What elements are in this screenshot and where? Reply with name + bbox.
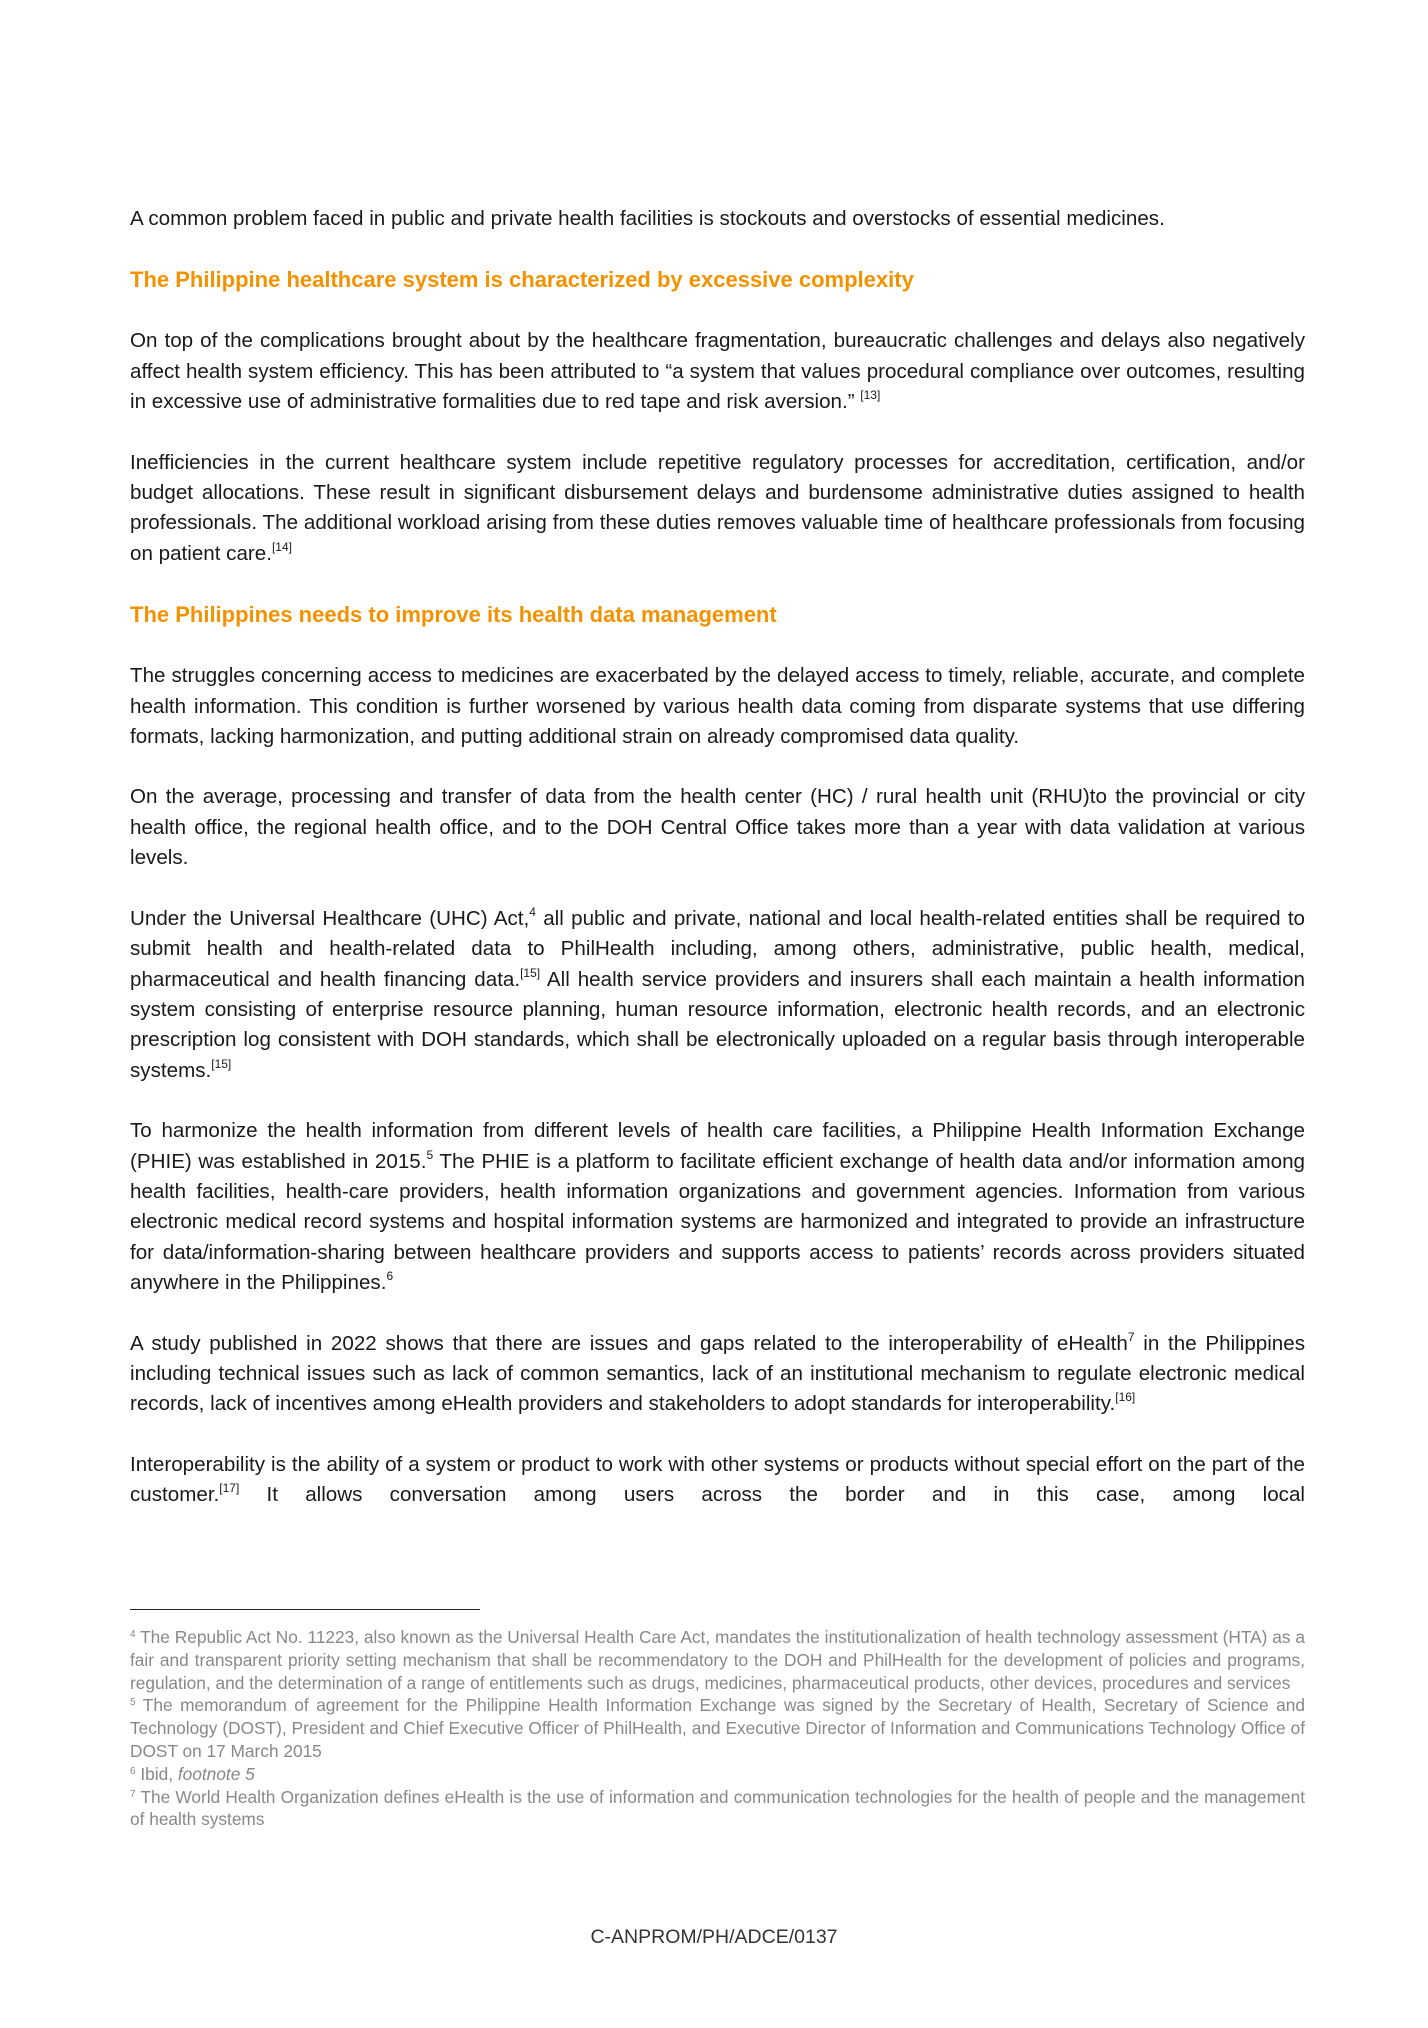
footnote-7-text: The World Health Organization defines eHealth is the use of information and communication technologies for the health of people and the management of health systems xyxy=(130,1786,1305,1830)
paragraph-interoperability-text-a: Interoperability is the ability of a system or product to work with other systems or products without special effort on the part of the customer. xyxy=(130,1452,1305,1507)
paragraph-phie xyxy=(130,1116,1305,1298)
paragraph-complications xyxy=(130,326,1305,417)
footnote-6-reference: footnote 5 xyxy=(177,1763,255,1784)
citation-15-b: [15] xyxy=(211,1056,232,1071)
citation-16: [16] xyxy=(1115,1390,1136,1405)
citation-17: [17] xyxy=(219,1481,240,1496)
footnotes xyxy=(130,1626,1305,1831)
citation-14: [14] xyxy=(271,539,292,554)
footnote-marker-4: 4 xyxy=(529,904,536,919)
intro-paragraph: A common problem faced in public and private health facilities is stockouts and overstocks of essential medicines. xyxy=(130,207,1165,230)
citation-15-a: [15] xyxy=(520,965,541,980)
footnote-6-number: 6 xyxy=(130,1765,136,1777)
footnote-7-number: 7 xyxy=(130,1788,136,1800)
footnote-6 xyxy=(130,1763,1305,1786)
footnote-marker-5: 5 xyxy=(426,1147,434,1162)
paragraph-phie-text-a: To harmonize the health information from different levels of health care facilities, a Philippine Health Information Exchange (PHIE) was established in 2015. xyxy=(130,1119,1305,1173)
paragraph-interoperability-text-b: It allows conversation among users across the border and in this case, among local xyxy=(239,1483,1305,1507)
footnote-4-number: 4 xyxy=(130,1629,136,1640)
section-heading-data: The Philippines needs to improve its health data management xyxy=(130,602,777,628)
paragraph-phie-text-b: The PHIE is a platform to facilitate efficient exchange of health data and/or information among health facilities, health-care providers, health information organizations and government agencies. Information from various electronic medical record systems and hospital information systems are harmonized and integrated to provide an infrastructure for data/information-sharing between healthcare providers and supports access to patients’ records across providers situated anywhere in the Philippines. xyxy=(130,1149,1305,1295)
paragraph-uhc xyxy=(130,904,1305,1086)
paragraph-inefficiencies-text: Inefficiencies in the current healthcare system include repetitive regulatory processes for accreditation, certification, and/or budget allocations. These result in significant disbursement delays and burdensome administrative duties assigned to health professionals. The additional workload arising from these duties removes valuable time of healthcare professionals from focusing on patient care. xyxy=(130,450,1305,565)
footnote-4-text: The Republic Act No. 11223, also known as the Universal Health Care Act, mandates the institutionalization of health technology assessment (HTA) as a fair and transparent priority setting mechanism that shall be recommendatory to the DOH and PhilHealth for the development of policies and programs, regulation, and the determination of a range of entitlements such as drugs, medicines, pharmaceutical products, other devices, procedures and services xyxy=(130,1627,1305,1693)
paragraph-study xyxy=(130,1329,1305,1420)
paragraph-study-text-a: A study published in 2022 shows that there are issues and gaps related to the interoperability of eHealth xyxy=(130,1331,1128,1355)
footnote-4 xyxy=(130,1626,1305,1694)
footnote-separator xyxy=(130,1609,480,1610)
footnote-7 xyxy=(130,1786,1305,1832)
paragraph-uhc-text-b: all public and private, national and local health-related entities shall be required to submit health and health-related data to PhilHealth including, among others, administrative, public health, medical, pharmaceutical and health financing data. xyxy=(130,906,1305,991)
footnote-marker-7: 7 xyxy=(1127,1329,1135,1344)
paragraph-uhc-text-c: All health service providers and insurers shall each maintain a health information system consisting of enterprise resource planning, human resource information, electronic health records, and an electronic prescription log consistent with DOH standards, which shall be electronically uploaded on a regular basis through interoperable systems. xyxy=(130,967,1305,1082)
paragraph-average: On the average, processing and transfer of data from the health center (HC) / rural health unit (RHU)to the provincial or city health office, the regional health office, and to the DOH Central Office takes more than a year with data validation at various levels. xyxy=(130,785,1305,870)
paragraph-interoperability xyxy=(130,1450,1305,1511)
citation-13: [13] xyxy=(860,388,881,403)
document-footer-code: C-ANPROM/PH/ADCE/0137 xyxy=(590,1926,838,1948)
paragraph-complications-text: On top of the complications brought about by the healthcare fragmentation, bureaucratic challenges and delays also negatively affect health system efficiency. This has been attributed to “a system that values procedural compliance over outcomes, resulting in excessive use of administrative formalities due to red tape and risk aversion.” xyxy=(130,329,1305,414)
main-content xyxy=(130,204,1305,1511)
paragraph-study-text-b: in the Philippines including technical issues such as lack of common semantics, lack of an institutional mechanism to regulate electronic medical records, lack of incentives among eHealth providers and stakeholders to adopt standards for interoperability. xyxy=(130,1331,1306,1416)
section-heading-complexity: The Philippine healthcare system is characterized by excessive complexity xyxy=(130,267,914,293)
footnote-6-text: Ibid, xyxy=(140,1763,178,1784)
footnote-5-number: 5 xyxy=(130,1697,136,1709)
paragraph-inefficiencies xyxy=(130,448,1305,570)
paragraph-uhc-text-a: Under the Universal Healthcare (UHC) Act, xyxy=(130,906,530,930)
footnote-5 xyxy=(130,1694,1305,1762)
paragraph-struggles: The struggles concerning access to medicines are exacerbated by the delayed access to timely, reliable, accurate, and complete health information. This condition is further worsened by various health data coming from disparate systems that use differing formats, lacking harmonization, and putting additional strain on already compromised data quality. xyxy=(130,664,1305,749)
footnote-5-text: The memorandum of agreement for the Philippine Health Information Exchange was signed by the Secretary of Health, Secretary of Science and Technology (DOST), President and Chief Executive Officer of PhilHealth, and Executive Director of Information and Communications Technology Office of DOST on 17 March 2015 xyxy=(130,1695,1306,1761)
footnote-marker-6: 6 xyxy=(386,1269,394,1284)
